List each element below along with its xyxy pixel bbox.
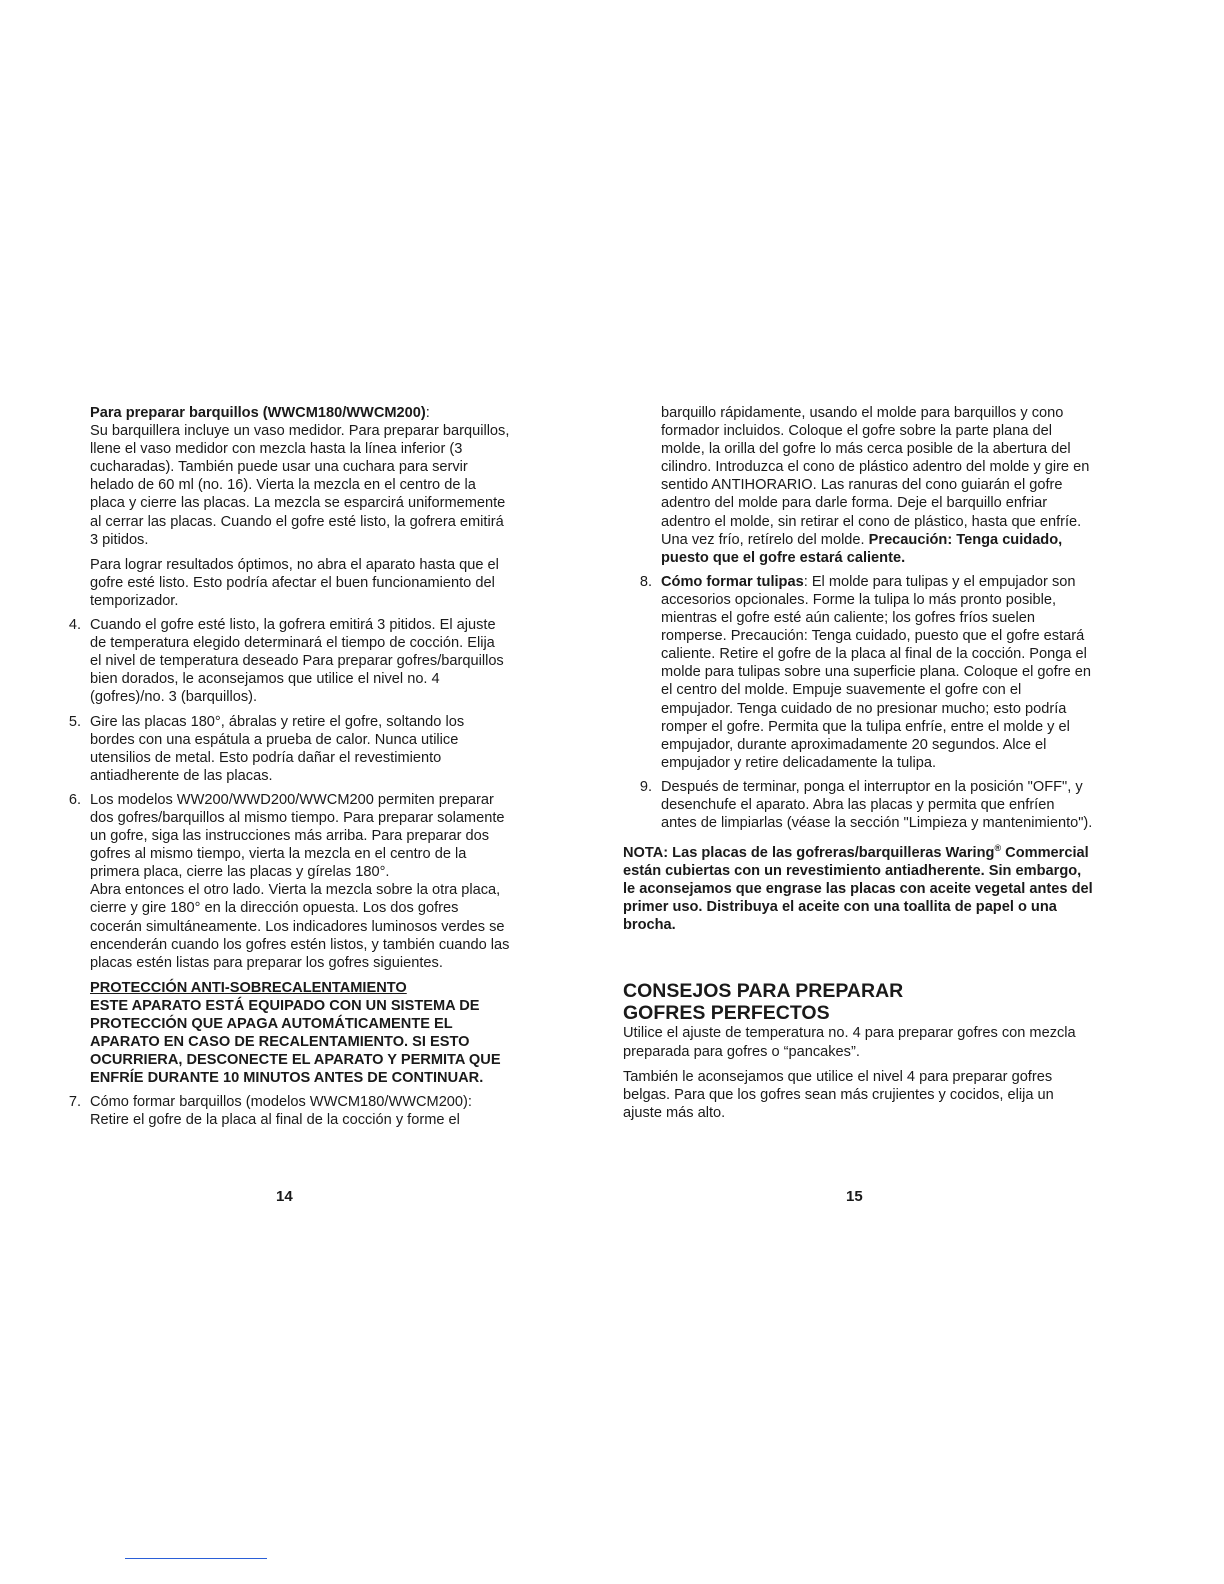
protection-text: ESTE APARATO ESTÁ EQUIPADO CON UN SISTEMA DE PROTECCIÓN QUE APAGA AUTOMÁTICAMENTE EL APARATO EN CASO DE RECALENTAMIENTO. SI ESTO OCURRIERA, DESCONECTE EL APARATO Y PERMITA QUE ENFRÍE DURANTE 10 MINUTOS ANTES DE CONTINUAR. [90, 997, 501, 1087]
tip-paragraph-2: También le aconsejamos que utilice el nivel 4 para preparar gofres belgas. Para que los gofres sean más crujientes y cocidos, elija un ajuste más alto. [623, 1068, 1054, 1121]
right-column [623, 404, 1093, 1122]
item-7-continuation: barquillo rápidamente, usando el molde para barquillos y cono formador incluidos. Coloque el gofre sobre la parte plana del molde, la orilla del gofre lo más cerca posible de la abertura del cilindro. Introduzca el cono de plástico adentro del molde y gire en sentido ANTIHORARIO. Las ranuras del cono guiarán el gofre adentro del molde para darle forma. Deje el barquillo enfriar adentro el molde, sin retirar el cono de plástico, hasta que enfríe. Una vez frío, retírelo del molde. Precaución: Tenga cuidado, puesto que el gofre estará caliente. [661, 405, 1090, 566]
caution-text: Precaución: Tenga cuidado, puesto que el gofre estará caliente. [661, 531, 1063, 566]
tulipas-title: Cómo formar tulipas [661, 573, 804, 590]
protection-block [62, 979, 510, 1088]
footer-rule [125, 1558, 267, 1559]
left-column [62, 404, 510, 1130]
barquillos-paragraph: Para preparar barquillos (WWCM180/WWCM200): Su barquillera incluye un vaso medidor. Para preparar barquillos, llene el vaso medidor con mezcla hasta la línea inferior (3 cucharadas). También puede usar una cuchara para servir helado de 60 ml (no. 16). Vierta la mezcla en el centro de la placa y cierre las placas. La mezcla se esparcirá uniformemente al cerrar las placas. Cuando el gofre esté listo, la gofrera emitirá 3 pitidos. [90, 405, 510, 548]
list-item-7: 7. Cómo formar barquillos (modelos WWCM180/WWCM200): Retire el gofre de la placa al final de la cocción y forme el [68, 1094, 472, 1129]
page-number-left: 14 [276, 1188, 293, 1205]
note-paragraph: NOTA: Las placas de las gofreras/barquilleras Waring® Commercial están cubiertas con un revestimiento antiadherente. Sin embargo, le aconsejamos que engrase las placas con aceite vegetal antes del primer uso. Distribuya el aceite con una toallita de papel o una brocha. [623, 843, 1093, 934]
list-item-9: 9. Después de terminar, ponga el interruptor en la posición "OFF", y desenchufe el aparato. Abra las placas y permita que enfríen antes de limpiarlas (véase la sección "Limpieza y mantenimiento"). [639, 778, 1093, 832]
barquillos-text: Su barquillera incluye un vaso medidor. Para preparar barquillos, llene el vaso medidor con mezcla hasta la línea inferior (3 cucharadas). También puede usar una cuchara para servir helado de 60 ml (no. 16). Vierta la mezcla en el centro de la placa y cierre las placas. La mezcla se esparcirá uniformemente al cerrar las placas. Cuando el gofre esté listo, la gofrera emitirá 3 pitidos. [90, 423, 510, 548]
tip-paragraph-1: Utilice el ajuste de temperatura no. 4 para preparar gofres con mezcla preparada para gofres o “pancakes”. [623, 1025, 1076, 1060]
barquillos-title: Para preparar barquillos (WWCM180/WWCM200) [90, 405, 426, 421]
optimal-results-paragraph: Para lograr resultados óptimos, no abra el aparato hasta que el gofre esté listo. Esto podría afectar el buen funcionamiento del temporizador. [90, 556, 499, 609]
tips-heading: CONSEJOS PARA PREPARAR GOFRES PERFECTOS [623, 980, 904, 1025]
list-item-4: 4. Cuando el gofre esté listo, la gofrera emitirá 3 pitidos. El ajuste de temperatura elegido determinará el tiempo de cocción. Elija el nivel de temperatura deseado Para preparar gofres/barquillos bien dorados, le aconsejamos que utilice el nivel no. 4 (gofres)/no. 3 (barquillos). [68, 617, 504, 706]
list-item-5: 5. Gire las placas 180°, ábralas y retire el gofre, soltando los bordes con una espátula a prueba de calor. Nunca utilice utensilios de metal. Esto podría dañar el revestimiento antiadherente de las placas. [68, 713, 465, 784]
page-number-right: 15 [846, 1188, 863, 1205]
protection-title: PROTECCIÓN ANTI-SOBRECALENTAMIENTO [90, 979, 407, 996]
list-item-6: 6. Los modelos WW200/WWD200/WWCM200 permiten preparar dos gofres/barquillos al mismo tiempo. Para preparar solamente un gofre, siga las instrucciones más arriba. Para preparar dos gofres al mismo tiempo, vierta la mezcla en el centro de la primera placa, cierre las placas y gírelas 180°. Abra entonces el otro lado. Vierta la mezcla sobre la otra placa, cierre y gire 180° en la dirección opuesta. Los dos gofres cocerán simultáneamente. Los indicadores luminosos verdes se encenderán cuando los gofres estén listos, y también cuando las placas estén listas para preparar los gofres siguientes. [68, 791, 510, 971]
list-item-8: 8. Cómo formar tulipas: El molde para tulipas y el empujador son accesorios opcionales. Forme la tulipa lo más pronto posible, mientras el gofre esté aún caliente; los gofres fríos suelen romperse. Precaución: Tenga cuidado, puesto que el gofre estará caliente. Retire el gofre de la placa al final de la cocción. Ponga el molde para tulipas sobre una superficie plana. Coloque el gofre en el centro del molde. Empuje suavemente el gofre con el empujador. Tenga cuidado de no presionar mucho; esto podría romper el gofre. Permita que la tulipa enfríe, entre el molde y el empujador, durante aproximadamente 20 segundos. Alce el empujador y retire delicadamente la tulipa. [639, 573, 1091, 771]
